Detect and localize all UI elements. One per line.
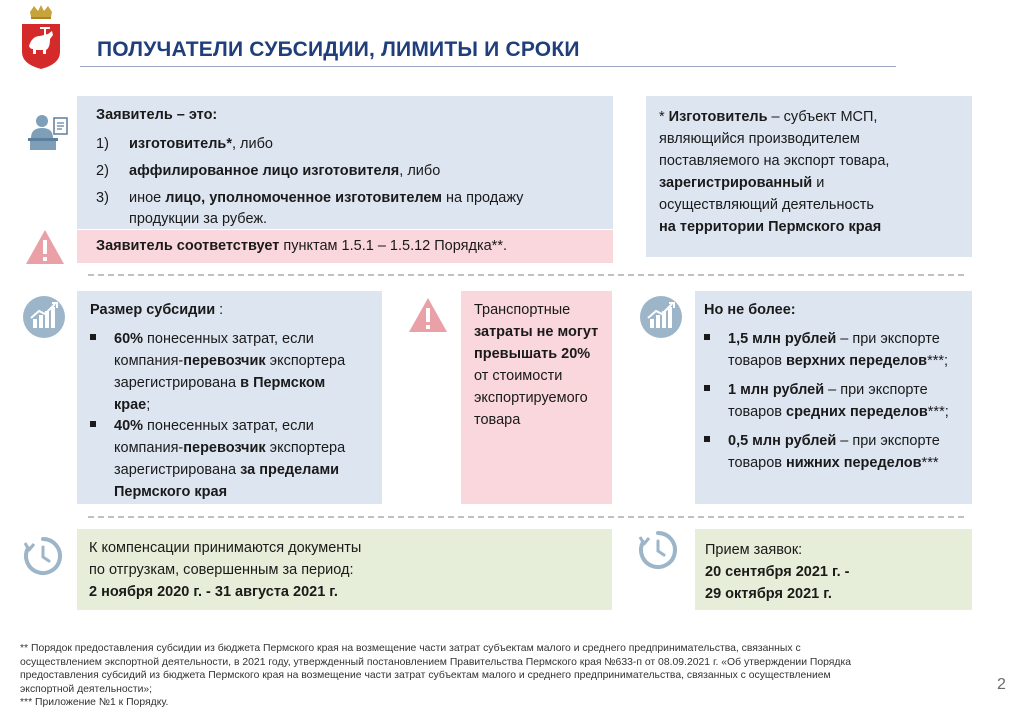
perm-krai-crest-logo xyxy=(20,4,62,70)
clock-icon xyxy=(637,529,679,571)
compensation-period-text: К компенсации принимаются документы по отгрузкам, совершенным за период: 2 ноября 2020 г. - 31 августа 2021 г. xyxy=(89,540,362,600)
transport-limit-box xyxy=(461,291,612,504)
manufacturer-note-line-3: поставляемого на экспорт товара, xyxy=(659,153,890,169)
page-number: 2 xyxy=(997,676,1006,693)
footnotes xyxy=(20,642,940,710)
applicant-item-2: 2) аффилированное лицо изготовителя, либо xyxy=(96,163,441,179)
compensation-period-box xyxy=(77,529,612,610)
section-divider-1 xyxy=(88,274,964,276)
growth-chart-icon xyxy=(640,296,682,338)
subsidy-item-60: 60% понесенных затрат, если компания-перевозчик экспортера зарегистрирована в Пермском крае; xyxy=(90,328,380,416)
limit-item-lower: 0,5 млн рублей – при экспорте товаров нижних переделов*** xyxy=(704,430,972,474)
title-divider xyxy=(80,66,896,67)
footnote-line: экспортной деятельности»; xyxy=(20,683,153,695)
limits-heading: Но не более: xyxy=(704,302,796,318)
applicant-item-3-continuation: продукции за рубеж. xyxy=(129,211,268,227)
applicant-item-1: 1) изготовитель*, либо xyxy=(96,136,273,152)
applicant-warning-text: Заявитель соответствует пунктам 1.5.1 – 1.5.12 Порядка**. xyxy=(96,238,507,254)
subsidy-size-heading: Размер субсидии : xyxy=(90,302,224,318)
growth-chart-icon xyxy=(23,296,65,338)
manufacturer-note-box xyxy=(646,96,972,257)
application-period-text: Прием заявок: 20 сентября 2021 г. - 29 октября 2021 г. xyxy=(705,542,850,602)
manufacturer-note-line-5: осуществляющий деятельность xyxy=(659,197,874,213)
manufacturer-note-line-6: на территории Пермского края xyxy=(659,219,882,235)
footnote-line: *** Приложение №1 к Порядку. xyxy=(20,697,169,709)
transport-limit-text: Транспортные затраты не могут превышать 20% от стоимости экспортируемого товара xyxy=(474,302,599,428)
warning-icon xyxy=(24,228,66,266)
subsidy-item-40: 40% понесенных затрат, если компания-перевозчик экспортера зарегистрирована за пределами Пермского края xyxy=(90,415,380,503)
bullet-marker xyxy=(704,334,710,340)
footnote-line: осуществлением экспортной деятельности, в 2021 году, утвержденный постановлением Правительства Пермского края №633-п от 08.09.2021 г. «Об утверждении Порядка xyxy=(20,656,852,668)
applicant-warning-box xyxy=(77,230,613,263)
applicant-item-3: 3) иное лицо, уполномоченное изготовителем на продажу xyxy=(96,190,524,206)
manufacturer-note-line-2: являющийся производителем xyxy=(659,131,860,147)
footnote-line: ** Порядок предоставления субсидии из бюджета Пермского края на возмещение части затрат субъектам малого и среднего предпринимательства, связанных с xyxy=(20,643,801,654)
manufacturer-note-line-1: * Изготовитель – субъект МСП, xyxy=(659,109,878,125)
applicant-heading: Заявитель – это: xyxy=(96,107,218,123)
bullet-marker xyxy=(90,421,96,427)
subsidy-size-box xyxy=(77,291,382,504)
clock-icon xyxy=(22,535,64,577)
section-divider-2 xyxy=(88,516,964,518)
applicant-box xyxy=(77,96,613,229)
page-title: ПОЛУЧАТЕЛИ СУБСИДИИ, ЛИМИТЫ И СРОКИ xyxy=(97,38,580,61)
bullet-marker xyxy=(90,334,96,340)
limit-item-middle: 1 млн рублей – при экспорте товаров средних переделов***; xyxy=(704,379,972,423)
footnote-line: предоставления субсидий из бюджета Пермского края на возмещение части затрат субъектам малого и среднего предпринимательства, связанных с осуществлением xyxy=(20,670,831,682)
manufacturer-note-line-4: зарегистрированный и xyxy=(659,175,825,191)
transport-warning-icon xyxy=(407,296,449,334)
applicant-icon xyxy=(26,112,70,152)
bullet-marker xyxy=(704,385,710,391)
application-period-box xyxy=(695,529,972,610)
bullet-marker xyxy=(704,436,710,442)
limits-box xyxy=(695,291,972,504)
limit-item-upper: 1,5 млн рублей – при экспорте товаров верхних переделов***; xyxy=(704,328,972,372)
